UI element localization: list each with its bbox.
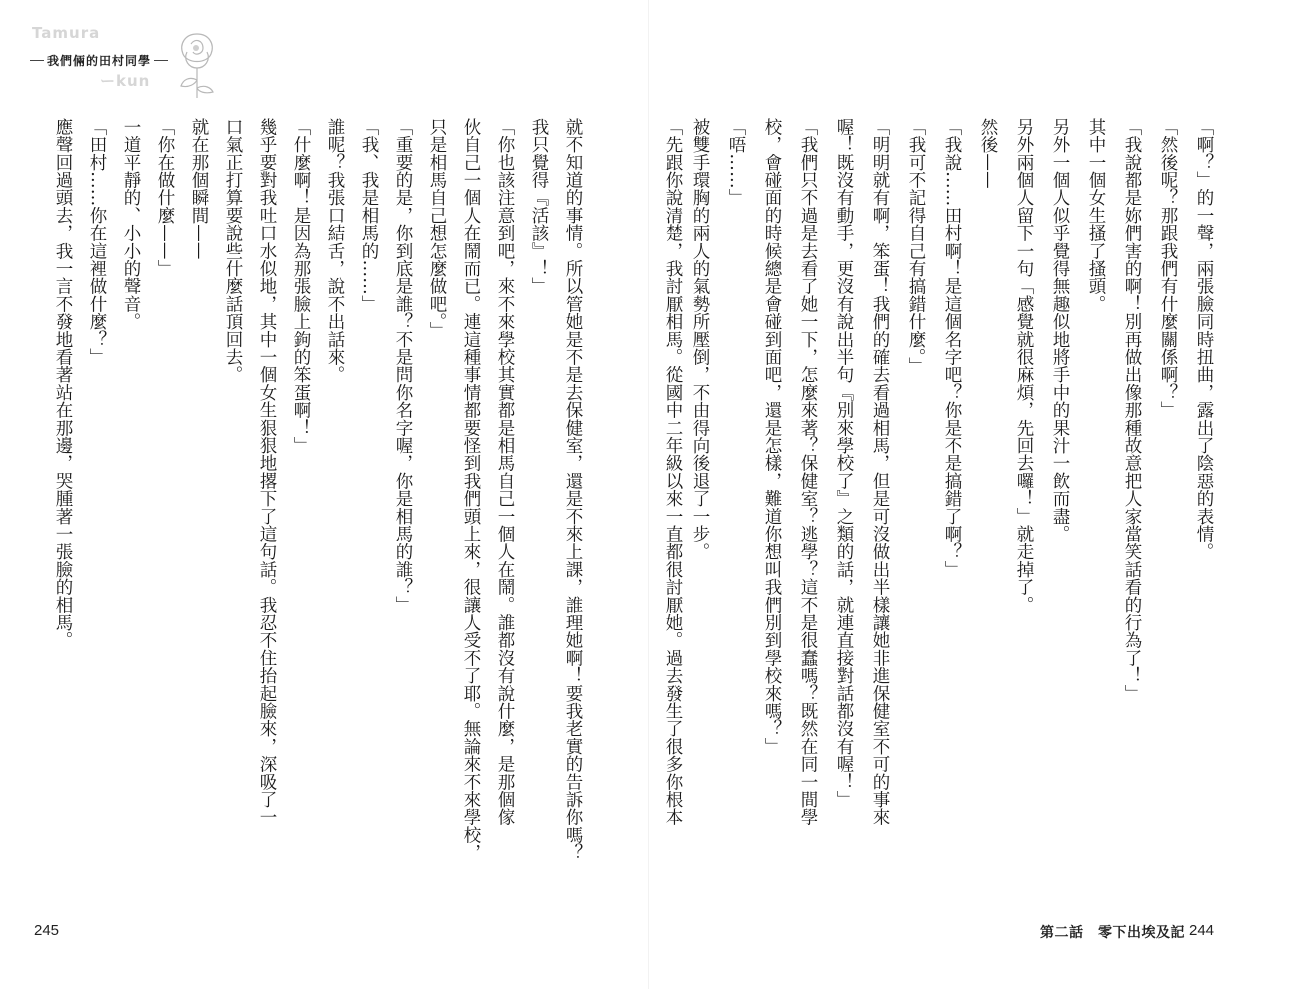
- text-column: 我只覺得『活該』！」: [529, 118, 549, 295]
- text-column: 「你在做什麼——」: [155, 118, 175, 278]
- text-column: 另外一個人似乎覺得無趣似地將手中的果汁一飲而盡。: [1050, 118, 1070, 543]
- text-column: 其中一個女生搔了搔頭。: [1086, 118, 1106, 313]
- page-number-right: 244: [1189, 922, 1215, 939]
- text-column: 「重要的是，你到底是誰？不是問你名字喔，你是相馬的誰？」: [393, 118, 413, 614]
- text-column: 校，會碰面的時候總是會碰到面吧，還是怎樣，難道你想叫我們別到學校來嗎？」: [762, 118, 782, 756]
- text-column: 「田村……你在這裡做什麼？」: [87, 118, 107, 366]
- text-column: 「我們只不過是去看了她一下，怎麼來著？保健室？逃學？這不是很蠢嗎？既然在同一間學: [798, 118, 818, 826]
- text-column: 「我說……田村啊！是這個名字吧？你是不是搞錯了啊？」: [942, 118, 962, 579]
- text-column: 「啊？」的一聲，兩張臉同時扭曲，露出了陰惡的表情。: [1194, 118, 1214, 561]
- page-number-left: 245: [34, 922, 60, 939]
- header-logo-ghost-text: Tamura: [32, 24, 101, 42]
- text-column: 只是相馬自己想怎麼做吧。」: [427, 118, 447, 340]
- book-title-text: 我們倆的田村同學: [47, 54, 152, 68]
- text-column: 口氣正打算要說些什麼話頂回去。: [223, 118, 243, 384]
- rose-illustration: [165, 22, 229, 102]
- text-column: 然後——: [978, 118, 998, 189]
- text-column: 幾乎要對我吐口水似地，其中一個女生狠狠地撂下了這句話。我忍不住抬起臉來，深吸了一: [257, 118, 277, 826]
- chapter-label: 第二話 零下出埃及記: [1040, 925, 1185, 941]
- text-column: 「唔……」: [726, 118, 746, 207]
- text-column: 「我可不記得自己有搞錯什麼。」: [906, 118, 926, 375]
- text-column: 一道平靜的、小小的聲音。: [121, 118, 141, 331]
- text-column: 「明明就有啊，笨蛋！我們的確去看過相馬，但是可沒做出半樣讓她非進保健室不可的事來: [870, 118, 890, 826]
- text-column: 「然後呢？那跟我們有什麼關係啊？」: [1158, 118, 1178, 419]
- text-column: 喔！既沒有動手，更沒有說出半句『別來學校了』之類的話，就連直接對話都沒有喔！」: [834, 118, 854, 809]
- header-logo-ghost-text-2: ーkun: [100, 72, 151, 90]
- text-column: 「先跟你說清楚，我討厭相馬。從國中二年級以來一直都很討厭她。過去發生了很多你根本: [663, 118, 683, 826]
- text-column: 應聲回過頭去，我一言不發地看著站在那邊，哭腫著一張臉的相馬。: [53, 118, 73, 649]
- page-gutter: [648, 0, 649, 989]
- text-column: 誰呢？我張口結舌，說不出話來。: [325, 118, 345, 384]
- title-rule-left: [30, 60, 44, 61]
- text-column: 「你也該注意到吧，來不來學校其實都是相馬自己一個人在鬧。誰都沒有說什麼，是那個傢: [495, 118, 515, 826]
- text-column: 就在那個瞬間——: [189, 118, 209, 260]
- text-column: 被雙手環胸的兩人的氣勢所壓倒，不由得向後退了一步。: [690, 118, 710, 561]
- text-column: 「我、我是相馬的……」: [359, 118, 379, 313]
- text-column: 「什麼啊！是因為那張臉上鉤的笨蛋啊！」: [291, 118, 311, 455]
- text-column: 「我說都是妳們害的啊！別再做出像那種故意把人家當笑話看的行為了！」: [1122, 118, 1142, 703]
- text-column: 伙自己一個人在鬧而已。連這種事情都要怪到我們頭上來，很讓人受不了耶。無論來不來學校，: [461, 118, 481, 862]
- text-column: 另外兩個人留下一句「感覺就很麻煩，先回去囉！」就走掉了。: [1014, 118, 1034, 614]
- text-column: 就不知道的事情。所以管她是不是去保健室，還是不來上課，誰理她啊！要我老實的告訴你嗎？: [563, 118, 583, 862]
